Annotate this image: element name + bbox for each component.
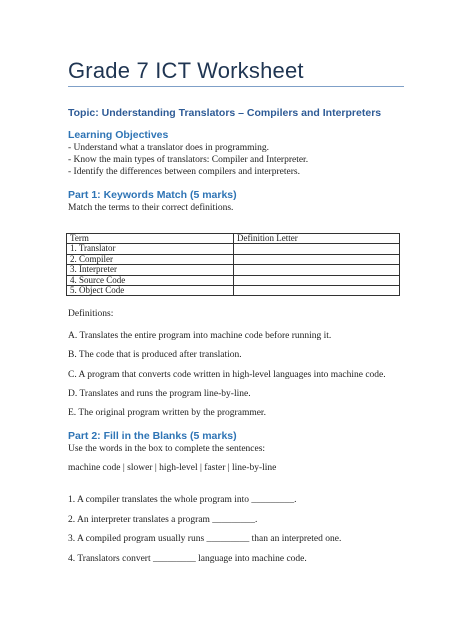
definition-item: A. Translates the entire program into machine code before running it. — [68, 331, 332, 341]
term-cell: 4. Source Code — [67, 275, 234, 285]
page-title: Grade 7 ICT Worksheet — [68, 58, 304, 83]
table-row — [67, 265, 400, 275]
fill-blank-question: 1. A compiler translates the whole program into _________. — [68, 495, 297, 505]
objective-item: - Understand what a translator does in programming. — [68, 143, 270, 153]
answer-cell[interactable] — [234, 244, 400, 254]
objective-item: - Identify the differences between compilers and interpreters. — [68, 167, 300, 177]
keywords-match-table — [66, 233, 400, 296]
term-cell: 5. Object Code — [67, 286, 234, 296]
title-divider — [68, 86, 404, 87]
fill-blank-question: 4. Translators convert _________ language into machine code. — [68, 554, 307, 564]
fill-blank-question: 3. A compiled program usually runs _________ than an interpreted one. — [68, 534, 342, 544]
table-row — [67, 286, 400, 296]
part2-instruction: Use the words in the box to complete the sentences: — [68, 444, 266, 454]
term-cell: 2. Compiler — [67, 254, 234, 264]
definition-item: E. The original program written by the programmer. — [68, 408, 266, 418]
table-header-term: Term — [67, 234, 234, 244]
term-cell: 3. Interpreter — [67, 265, 234, 275]
definitions-label: Definitions: — [68, 309, 114, 319]
answer-cell[interactable] — [234, 286, 400, 296]
table-header-definition-letter: Definition Letter — [234, 234, 400, 244]
table-row — [67, 275, 400, 285]
fill-blank-question: 2. An interpreter translates a program _________. — [68, 515, 258, 525]
objectives-heading: Learning Objectives — [68, 129, 169, 141]
part1-instruction: Match the terms to their correct definitions. — [68, 203, 234, 213]
table-header-row — [67, 234, 400, 244]
definition-item: C. A program that converts code written in high-level languages into machine code. — [68, 370, 386, 380]
part2-heading: Part 2: Fill in the Blanks (5 marks) — [68, 430, 237, 442]
topic-heading: Topic: Understanding Translators – Compilers and Interpreters — [68, 107, 382, 119]
answer-cell[interactable] — [234, 275, 400, 285]
objective-item: - Know the main types of translators: Compiler and Interpreter. — [68, 155, 309, 165]
answer-cell[interactable] — [234, 265, 400, 275]
word-box: machine code | slower | high-level | faster | line-by-line — [68, 463, 277, 473]
definition-item: D. Translates and runs the program line-by-line. — [68, 389, 251, 399]
table-row — [67, 254, 400, 264]
table-row — [67, 244, 400, 254]
definition-item: B. The code that is produced after translation. — [68, 350, 242, 360]
term-cell: 1. Translator — [67, 244, 234, 254]
part1-heading: Part 1: Keywords Match (5 marks) — [68, 189, 237, 201]
answer-cell[interactable] — [234, 254, 400, 264]
